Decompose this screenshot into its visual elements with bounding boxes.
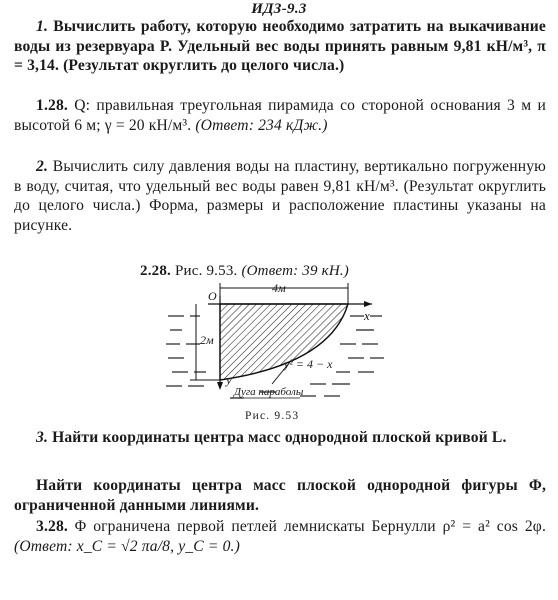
task3b-paragraph xyxy=(14,476,546,515)
curve-equation-label: y² = 4 − x xyxy=(284,357,333,371)
task1-paragraph xyxy=(14,17,546,76)
variant1-answer: (Ответ: 234 кДж.) xyxy=(195,116,328,134)
variant2-answer: (Ответ: 39 кН.) xyxy=(241,263,349,279)
variant1-paragraph xyxy=(14,96,546,135)
task3-text: Найти координаты центра масс однородной плоской кривой L. xyxy=(52,429,507,446)
width-label: 4м xyxy=(272,281,286,295)
depth-label: 2м xyxy=(200,333,214,347)
x-axis-label: x xyxy=(364,308,370,323)
task2-paragraph xyxy=(14,157,546,235)
variant2-ref: Рис. 9.53. xyxy=(174,263,238,279)
origin-label: O xyxy=(208,289,217,303)
figure-caption: Рис. 9.53 xyxy=(245,410,300,422)
task3-number: 3. xyxy=(36,429,48,446)
page-title: ИДЗ-9.3 xyxy=(251,1,307,17)
task1-text: Вычислить работу, которую необходимо затратить на выкачивание воды из резервуара P. Удельный вес воды принять равным 9,81 кН/м³, π = 3,14. (Результат округлить до целого числа.) xyxy=(14,18,546,74)
figure-9-53 xyxy=(160,280,400,410)
variant3-number: 3.28. xyxy=(36,518,68,535)
arc-label: Дуга параболы xyxy=(234,386,304,398)
task2-text: Вычислить силу давления воды на пластину, вертикально погруженную в воду, считая, что удельный вес воды равен 9,81 кН/м³. (Результат округлить до целого числа.) Форма, размеры и расположение пластины указаны на рисунке. xyxy=(14,158,546,234)
task3-paragraph xyxy=(14,428,546,448)
variant1-body: Q: правильная треугольная пирамида со стороной основания 3 м и высотой 6 м; γ = 20 кН/м³. xyxy=(14,97,546,134)
variant3-paragraph xyxy=(14,517,546,556)
task2-number: 2. xyxy=(36,158,48,175)
y-axis-label: y xyxy=(226,372,232,387)
variant3-body: Φ ограничена первой петлей лемнискаты Бернулли ρ² = a² cos 2φ. xyxy=(74,518,546,535)
task3b-text: Найти координаты центра масс плоской однородной фигуры Φ, ограниченной данными линиями. xyxy=(14,477,546,514)
variant1-number: 1.28. xyxy=(36,97,68,114)
variant2-line xyxy=(140,262,349,281)
variant3-answer: (Ответ: x_C = √2 πa/8, y_C = 0.) xyxy=(14,537,240,555)
task1-number: 1. xyxy=(36,18,48,35)
variant2-number: 2.28. xyxy=(140,263,171,279)
